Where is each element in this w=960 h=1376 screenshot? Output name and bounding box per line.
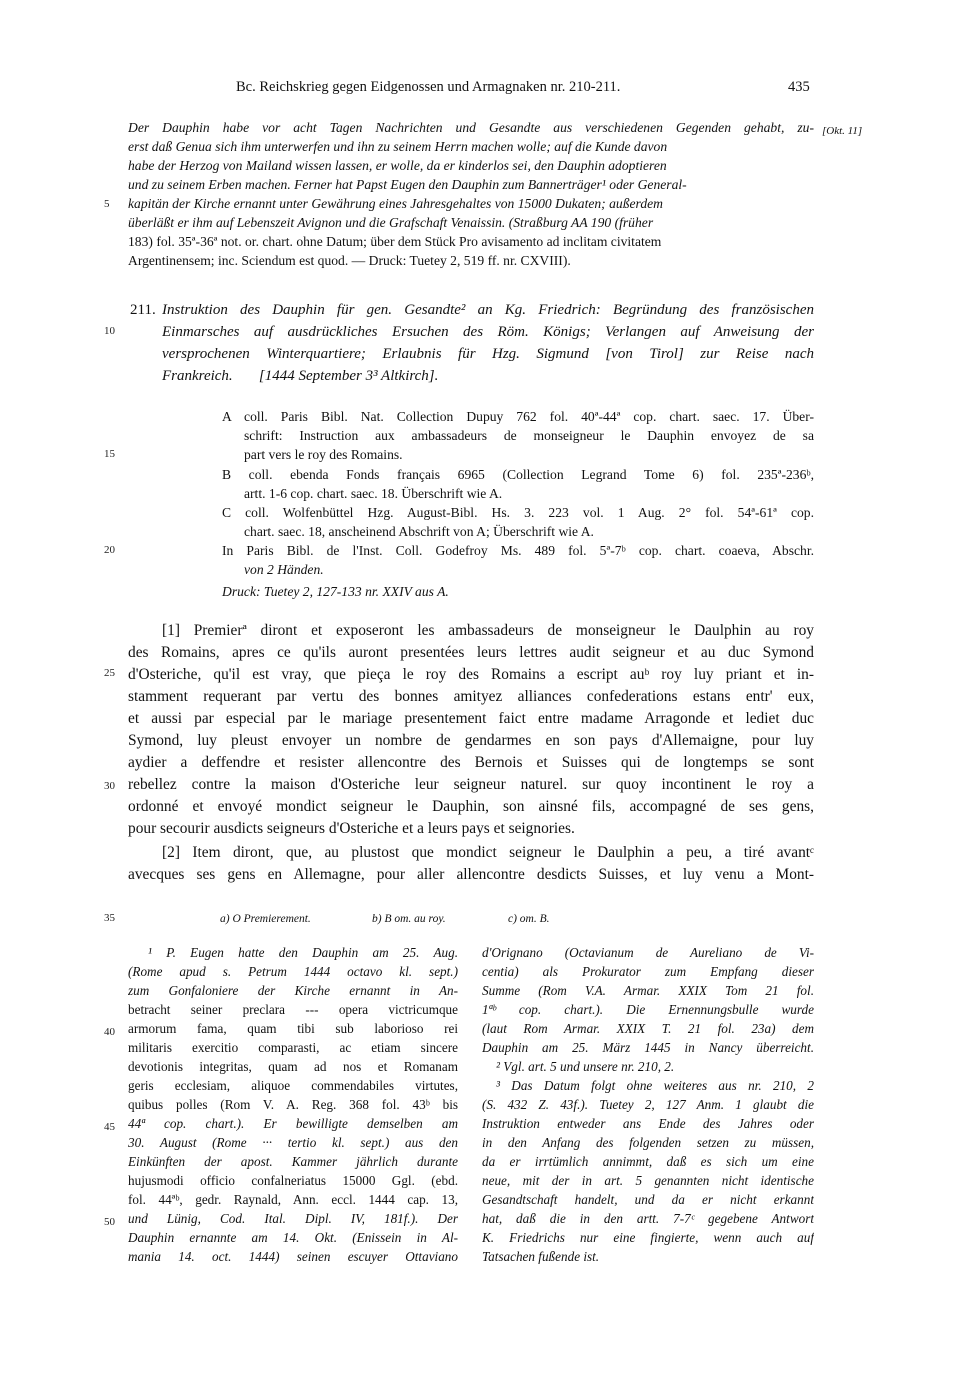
footnote-line: neue, mit der in art. 5 genannten nicht identische [482,1173,814,1188]
line-number: 40 [104,1026,115,1038]
text-line: des Romains, apres ce qu'ils auront presentées leurs lettres audit seigneur et au duc Symond [128,644,814,661]
source-line: schrift: Instruction aux ambassadeurs de monseigneur le Dauphin envoyez de sa [244,428,814,443]
footnote-line: ¹ P. Eugen hatte den Dauphin am 25. Aug. [148,945,458,960]
text-line: aydier a deffendre et resister allencontre des Bernois et Suisses qui de longtemps se sont [128,754,814,771]
variant-note: c) om. B. [508,913,550,925]
line-number: 25 [104,667,115,679]
footnote-line: betracht seiner preclara --- opera victricumque [128,1002,458,1017]
footnote-line: Instruktion entweder ans Ende des Jahres oder [482,1116,814,1131]
source-line: C coll. Wolfenbüttel Hzg. August-Bibl. Hs. 3. 223 vol. 1 Aug. 2° fol. 54ª-61ª cop. [222,505,814,520]
footnote-line: hujusmodi officio confalneriatus 15000 Ggl. (ebd. [128,1173,458,1188]
footnote-line: fol. 44ªᵇ, gedr. Raynald, Ann. eccl. 1444 cap. 13, [128,1192,458,1207]
footnote-line: Dauphin ernannte am 14. Okt. (Enissein in Al- [128,1230,458,1245]
footnote-line: devotionis integritas, quam ad nos et Romanam [128,1059,458,1074]
footnote-line: centia) als Prokurator zum Empfang dieser [482,964,814,979]
line-number: 45 [104,1121,115,1133]
footnote-line: militaris exercitio comparasti, ac etiam sincere [128,1040,458,1055]
regest-title-line: Einmarsches auf ausdrückliches Ersuchen des Röm. Königs; Verlangen auf Anweisung der [162,324,814,340]
footnote-line: 1ªᵇ cop. chart.). Die Ernennungsbulle wurde [482,1002,814,1017]
text-line: rebellez contre la maison d'Osteriche leur seigneur naturel. sur quoy incontinent le roy a [128,776,814,793]
footnote-line: ³ Das Datum folgt ohne weiteres aus nr. 210, 2 [496,1078,814,1093]
footnote-line: ² Vgl. art. 5 und unsere nr. 210, 2. [496,1059,675,1074]
footnote-line: hat, daß die in den artt. 7-7ᶜ gegebene Antwort [482,1211,814,1226]
text-line: d'Osteriche, qu'il est vray, que pieça le roy des Romains a escript auᵇ roy luy priant et in- [128,666,814,683]
regest-line: habe der Herzog von Mailand wissen lassen, er wolle, da er kinderlos sei, den Dauphin adoptieren [128,158,667,173]
running-title: Bc. Reichskrieg gegen Eidgenossen und Armagnaken nr. 210-211. [236,79,621,95]
variant-note: a) O Premierement. [220,913,311,925]
footnote-line: d'Orignano (Octavianum de Aureliano de Vi- [482,945,814,960]
footnote-line: Dauphin am 25. März 1445 in Nancy überreicht. [482,1040,814,1055]
footnote-line: 30. August (Rome ··· tertio kl. sept.) aus den [128,1135,458,1150]
regest-number: 211. [130,302,156,318]
footnote-line: (S. 432 Z. 43f.). Tuetey 2, 127 Anm. 1 glaubt die [482,1097,814,1112]
text-line: avecques ses gens en Allemagne, pour aller allencontre desdicts Suisses, et luy venu a Mont- [128,866,814,883]
footnote-line: und Lünig, Cod. Ital. Dipl. IV, 181f.). Der [128,1211,458,1226]
footnote-line: geris ecclesiam, aliquoe commendabiles virtutes, [128,1078,458,1093]
footnote-line: Tatsachen fußende ist. [482,1249,600,1264]
regest-line: Argentinensem; inc. Sciendum est quod. — Druck: Tuetey 2, 519 ff. nr. CXVIII). [128,253,571,268]
margin-date-note: [Okt. 11] [822,125,863,137]
regest-line: 183) fol. 35ª-36ª not. or. chart. ohne Datum; über dem Stück Pro avisamento ad inclitam civitatem [128,234,662,249]
source-line: B coll. ebenda Fonds français 6965 (Collection Legrand Tome 6) fol. 235ª-236ᵇ, [222,467,814,482]
text-line: pour secourir ausdicts seigneurs d'Osteriche et a leurs pays et seignories. [128,820,575,837]
footnote-line: mania 14. oct. 1444) seinen escuyer Ottaviano [128,1249,458,1264]
footnote-line: 44ª cop. chart.). Er bewilligte demselben am [128,1116,458,1131]
regest-title-line: Frankreich. [1444 September 3³ Altkirch]. [162,368,439,384]
regest-line: erst daß Genua sich ihm unterwerfen und ihn zu seinem Herrn machen wolle; auf die Kunde davon [128,139,668,154]
source-line: artt. 1-6 cop. chart. saec. 18. Überschrift wie A. [244,486,503,501]
source-line: chart. saec. 18, anscheinend Abschrift von A; Überschrift wie A. [244,524,594,539]
footnote-line: da er irrtümlich annimmt, daß es sich um eine [482,1154,814,1169]
source-line: von 2 Händen. [244,562,324,577]
line-number: 20 [104,544,115,556]
line-number: 50 [104,1216,115,1228]
variant-note: b) B om. au roy. [372,913,446,925]
line-number: 15 [104,448,115,460]
footnote-line: zum Gonfaloniere der Kirche ernannt in An- [128,983,458,998]
text-line: et aussi par especial par le mariage presentement faict entre madame Arragonde et lediet duc [128,710,814,727]
regest-line: überläßt er ihm auf Lebenszeit Avignon und die Grafschaft Venaissin. (Straßburg AA 190 (früher [128,215,654,230]
footnote-line: Summe (Rom V.A. Armar. XXIX Tom 21 fol. [482,983,814,998]
footnote-line: armorum fama, quam tibi sub laborioso rei [128,1021,458,1036]
regest-line: kapitän der Kirche ernannt unter Gewährung eines Jahresgehaltes von 15000 Dukaten; außerdem [128,196,663,211]
source-line: A coll. Paris Bibl. Nat. Collection Dupuy 762 fol. 40ª-44ª cop. chart. saec. 17. Über- [222,409,814,424]
page-number: 435 [788,79,810,95]
text-line: [1] Premierª diront et exposeront les ambassadeurs de monseigneur le Daulphin au roy [162,622,814,639]
footnote-line: (Rome apud s. Petrum 1444 octavo kl. sept.) [128,964,458,979]
regest-line: Der Dauphin habe vor acht Tagen Nachrichten und Gesandte aus verschiedenen Gegenden gehabt, zu- [128,120,814,135]
footnote-line: Gesandtschaft handelt, und da er nicht erkannt [482,1192,814,1207]
footnote-line: (laut Rom Armar. XXIX T. 21 fol. 23a) dem [482,1021,814,1036]
source-line: In Paris Bibl. de l'Inst. Coll. Godefroy Ms. 489 fol. 5ª-7ᵇ cop. chart. coaeva, Abschr. [222,543,814,558]
regest-title-line: versprochenen Winterquartiere; Erlaubnis für Hzg. Sigmund [von Tirol] zur Reise nach [162,346,814,362]
text-line: stamment requerant par vertu des bonnes amityez alliances confederations estans entr' eux, [128,688,814,705]
line-number: 30 [104,780,115,792]
print-reference: Druck: Tuetey 2, 127-133 nr. XXIV aus A. [222,584,449,599]
line-number: 35 [104,912,115,924]
footnote-line: quibus polles (Rom V. A. Reg. 368 fol. 43ᵇ bis [128,1097,458,1112]
text-line: [2] Item diront, que, au plustost que mondict seigneur le Daulphin a peu, a tiré avantᶜ [162,844,814,861]
regest-title-line: Instruktion des Dauphin für gen. Gesandte² an Kg. Friedrich: Begründung des französischen [162,302,814,318]
footnote-line: in den Anfang des folgenden setzen zu müssen, [482,1135,814,1150]
line-number: 5 [104,198,110,210]
regest-line: und zu seinem Erben machen. Ferner hat Papst Eugen den Dauphin zum Bannerträger¹ oder General- [128,177,687,192]
footnote-line: Einkünften der apost. Kammer jährlich durante [128,1154,458,1169]
text-line: ordonné et envoyé mondict seigneur le Dauphin, son ainsné fils, accompagné de ses gens, [128,798,814,815]
text-line: Symond, luy pleust envoyer un nombre de gendarmes en son pays d'Allemaigne, pour luy [128,732,814,749]
source-line: part vers le roy des Romains. [244,447,403,462]
footnote-line: K. Friedrichs nur eine fingierte, wenn auch auf [482,1230,814,1245]
line-number: 10 [104,325,115,337]
